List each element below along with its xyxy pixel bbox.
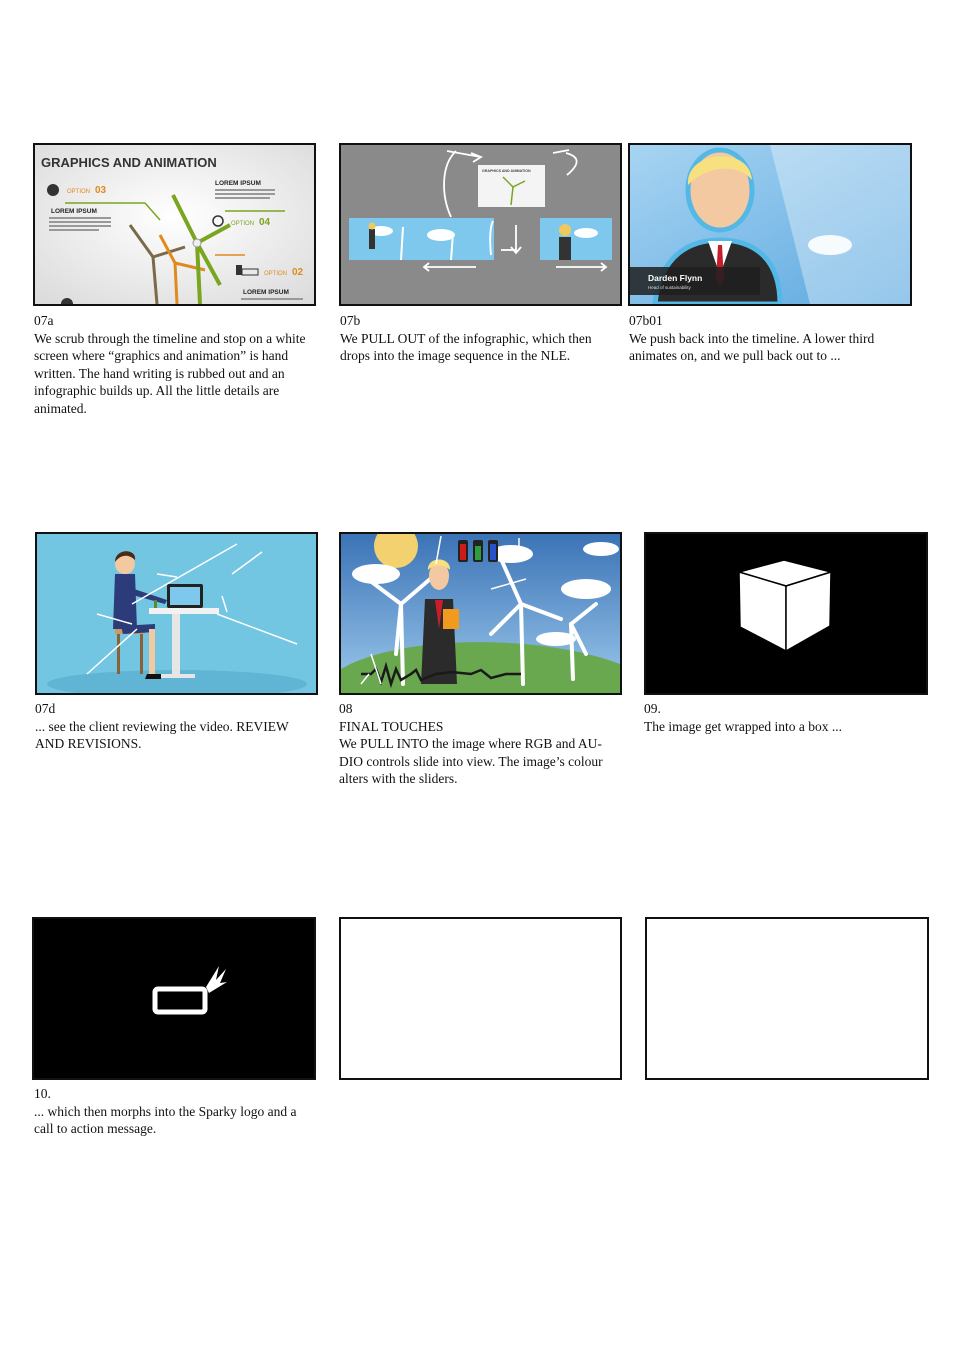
panel-number: 07d [35, 701, 56, 716]
body-text-line [215, 193, 275, 195]
panel-caption: ... see the client reviewing the video. REVIEW AND REVISIONS. [35, 718, 289, 751]
storyboard-panel-blank [339, 917, 622, 1080]
timeline-clip [349, 218, 494, 260]
storyboard-panel-08 [339, 532, 622, 695]
option-label: OPTION [231, 221, 255, 227]
storyboard-panel-07d [35, 532, 318, 695]
panel-number: 10. [34, 1086, 51, 1101]
storyboard-panel-07b01 [628, 143, 912, 306]
panel-number: 07b [340, 313, 361, 328]
lorem-heading: LOREM IPSUM [215, 180, 261, 187]
lower-third-role: Head of sustainability [648, 285, 691, 290]
panel-caption: FINAL TOUCHES We PULL INTO the image where RGB and AU-DIO controls slide into view. The image’s colour alters with the sliders. [339, 718, 603, 786]
option-number: 03 [95, 185, 107, 196]
storyboard-panel-10 [32, 917, 316, 1080]
body-text-line [215, 189, 275, 191]
body-text-line [215, 197, 270, 199]
timeline-clip [540, 218, 612, 260]
infographic-frame [35, 145, 314, 304]
rgb-sliders[interactable] [458, 540, 498, 562]
panel-caption: We PULL OUT of the infographic, which then drops into the image sequence in the NLE. [340, 330, 592, 363]
panel-caption: We push back into the timeline. A lower third animates on, and we pull back out to ... [629, 330, 875, 363]
option-label: OPTION [264, 271, 288, 277]
panel-caption: We scrub through the timeline and stop on a white screen where “graphics and animation” is hand written. The hand writing is rubbed out and an infographic builds up. All the little details are animated. [34, 330, 306, 416]
panel-number: 09. [644, 701, 661, 716]
caption-09 [644, 700, 924, 735]
final-touches-frame [341, 534, 620, 693]
body-text-line [49, 221, 111, 223]
infographic-title: GRAPHICS AND ANIMATION [41, 155, 217, 170]
body-text-line [49, 217, 111, 219]
nle-timeline-frame [341, 145, 620, 304]
storyboard-panel-09 [644, 532, 928, 695]
caption-08 [339, 700, 619, 788]
body-text-line [241, 298, 303, 300]
option-number: 02 [292, 267, 304, 278]
panel-number: 07a [34, 313, 54, 328]
factory-icon [236, 265, 242, 275]
caption-07d [35, 700, 311, 753]
blue-slider[interactable] [490, 544, 496, 560]
logo-frame [34, 919, 314, 1078]
lower-third-name: Darden Flynn [648, 273, 703, 283]
storyboard-panel-07a [33, 143, 316, 306]
body-text-line [49, 225, 111, 227]
panel-caption: ... which then morphs into the Sparky logo and a call to action message. [34, 1103, 297, 1136]
mini-title: GRAPHICS AND ANIMATION [482, 169, 531, 173]
lorem-heading: LOREM IPSUM [51, 208, 97, 215]
caption-07b01 [629, 312, 909, 365]
caption-07a [34, 312, 306, 417]
storyboard-panel-blank [645, 917, 929, 1080]
option-number: 04 [259, 217, 271, 228]
panel-number: 07b01 [629, 313, 663, 328]
client-review-frame [37, 534, 316, 693]
red-slider[interactable] [460, 544, 466, 560]
caption-07b [340, 312, 615, 365]
box-frame [646, 534, 926, 693]
lower-third-frame [630, 145, 910, 304]
panel-caption: The image get wrapped into a box ... [644, 718, 842, 734]
panel-number: 08 [339, 701, 353, 716]
option-label: OPTION [67, 189, 91, 195]
lorem-heading: LOREM IPSUM [243, 289, 289, 296]
body-text-line [49, 229, 99, 231]
caption-10 [34, 1085, 319, 1138]
head-icon [47, 184, 59, 196]
storyboard-panel-07b [339, 143, 622, 306]
green-slider[interactable] [475, 546, 481, 560]
